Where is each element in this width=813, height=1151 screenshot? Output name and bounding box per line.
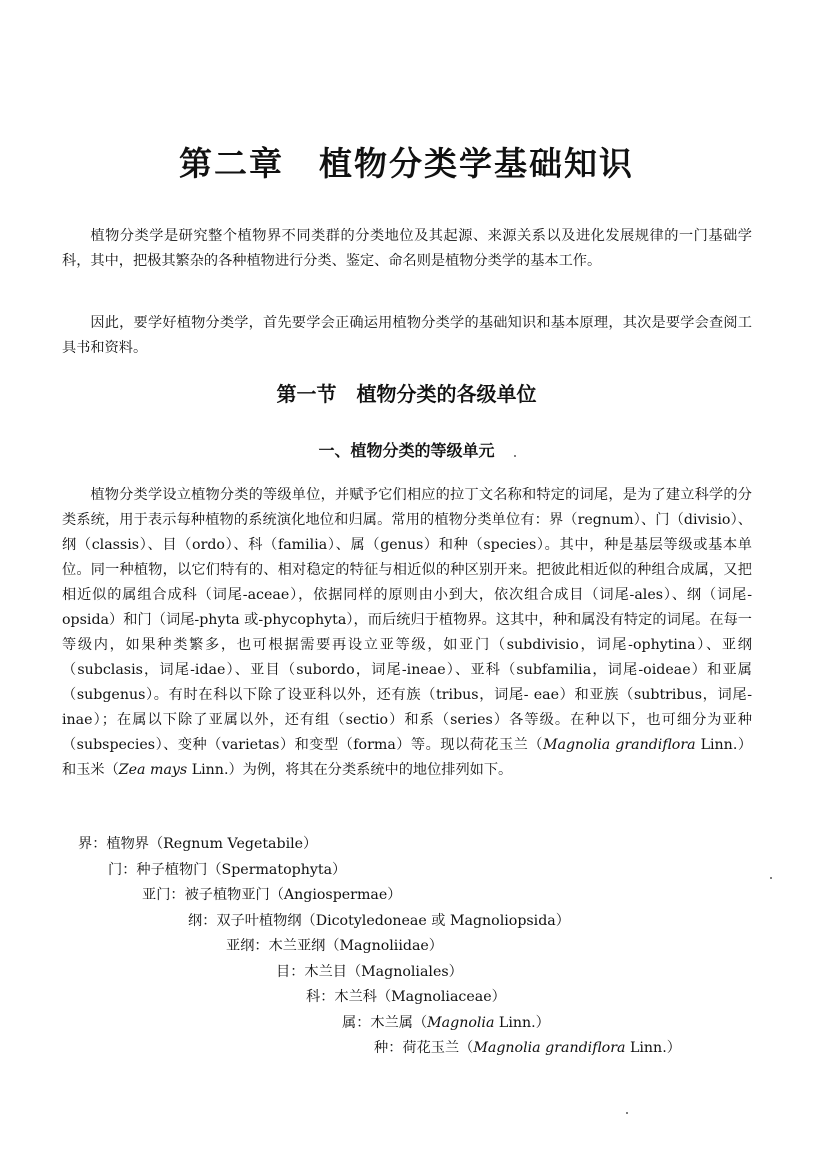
body-text-part-2: Linn.）和玉米（	[62, 737, 753, 778]
body-text-part-3: Linn.）为例，将其在分类系统中的地位排列如下。	[187, 762, 513, 778]
hierarchy-genus-suffix: Linn.）	[494, 1015, 550, 1031]
hierarchy-division: 门：种子植物门（Spermatophyta）	[108, 862, 347, 878]
hierarchy-species-latin: Magnolia grandiflora	[473, 1040, 626, 1056]
hierarchy-class: 纲：双子叶植物纲（Dicotyledoneae 或 Magnoliopsida）	[188, 913, 570, 929]
species-name-zea: Zea mays	[118, 762, 188, 778]
scan-speck	[514, 455, 516, 457]
section-title: 第一节 植物分类的各级单位	[276, 382, 537, 406]
body-paragraph	[62, 483, 752, 783]
subsection-title: 一、植物分类的等级单元	[318, 441, 495, 460]
hierarchy-subdivision: 亚门：被子植物亚门（Angiospermae）	[142, 887, 402, 903]
scan-speck	[626, 1112, 628, 1114]
hierarchy-subclass: 亚纲：木兰亚纲（Magnoliidae）	[226, 938, 443, 954]
hierarchy-species-suffix: Linn.）	[625, 1040, 681, 1056]
species-name-magnolia: Magnolia grandiflora	[542, 737, 696, 753]
hierarchy-genus-prefix: 属：木兰属（	[342, 1015, 428, 1031]
hierarchy-species	[374, 1038, 681, 1058]
hierarchy-genus-latin: Magnolia	[427, 1015, 495, 1031]
intro-paragraph-1: 植物分类学是研究整个植物界不同类群的分类地位及其起源、来源关系以及进化发展规律的一门基础学科，其中，把极其繁杂的各种植物进行分类、鉴定、命名则是植物分类学的基本工作。	[62, 228, 752, 269]
scan-speck	[770, 877, 772, 879]
intro-paragraph-2: 因此，要学好植物分类学，首先要学会正确运用植物分类学的基础知识和基本原理，其次是要学会查阅工具书和资料。	[62, 315, 752, 356]
hierarchy-family: 科：木兰科（Magnoliaceae）	[306, 989, 506, 1005]
hierarchy-genus	[342, 1013, 550, 1033]
hierarchy-kingdom: 界：植物界（Regnum Vegetabile）	[78, 836, 318, 852]
chapter-title: 第二章 植物分类学基础知识	[179, 144, 634, 183]
hierarchy-species-prefix: 种：荷花玉兰（	[374, 1040, 474, 1056]
body-text-part-1: 植物分类学设立植物分类的等级单位，并赋予它们相应的拉丁文名称和特定的词尾，是为了建立科学的分类系统，用于表示每种植物的系统演化地位和归属。常用的植物分类单位有：界（regnum）、门（divisio）、纲（classis）、目（ordo）、科（familia）、属（genus）和种（species）。其中，种是基层等级或基本单位。同一种植物，以它们特有的、相对稳定的特征与相近似的种区别开来。把彼此相近似的种组合成属，又把相近似的属组合成科（词尾-aceae），依据同样的原则由小到大，依次组合成目（词尾-ales）、纲（词尾-opsida）和门（词尾-phyta 或-phycophyta），而后统归于植物界。这其中，种和属没有特定的词尾。在每一等级内，如果种类繁多，也可根据需要再设立亚等级，如亚门（subdivisio，词尾-ophytina）、亚纲（subclasis，词尾-idae）、亚目（subordo，词尾-ineae）、亚科（subfamilia，词尾-oideae）和亚属（subgenus）。有时在科以下除了设亚科以外，还有族（tribus，词尾- eae）和亚族（subtribus，词尾-inae）；在属以下除了亚属以外，还有组（sectio）和系（series）各等级。在种以下，也可细分为亚种（subspecies）、变种（varietas）和变型（forma）等。现以荷花玉兰（	[62, 487, 752, 753]
hierarchy-order: 目：木兰目（Magnoliales）	[276, 964, 463, 980]
